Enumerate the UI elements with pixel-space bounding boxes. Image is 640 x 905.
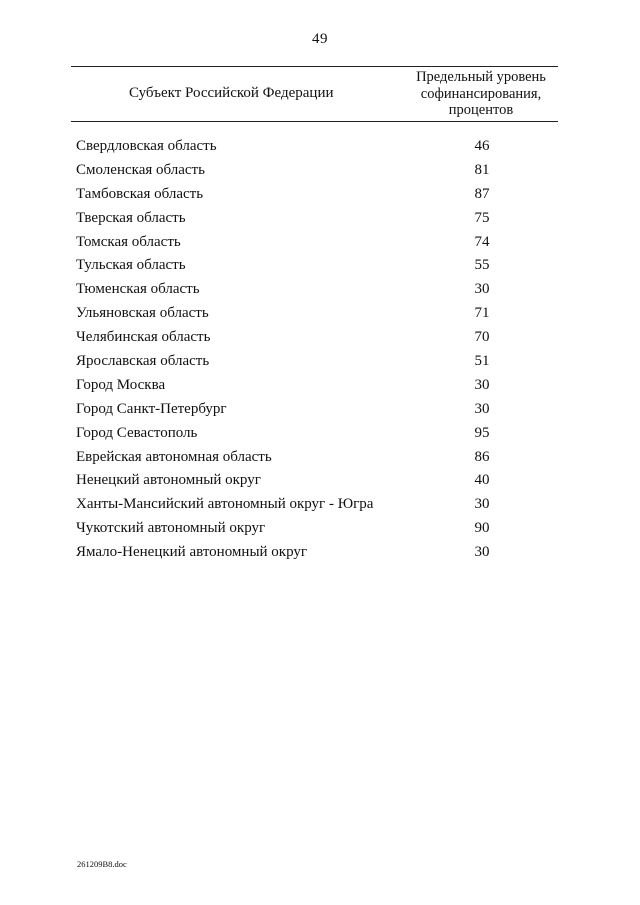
cofinancing-value: 74 [474,233,490,250]
cofinancing-value: 90 [474,520,490,537]
cofinancing-value: 30 [474,496,490,513]
cofinancing-value: 40 [474,472,490,489]
header-limit-line: софинансирования, [420,85,542,102]
cofinancing-value: 55 [474,257,490,274]
region-name: Челябинская область [76,329,211,346]
region-name: Смоленская область [76,161,205,178]
table-row [0,517,640,541]
cofinancing-value: 71 [474,305,490,322]
table-row [0,207,640,231]
region-name: Ярославская область [76,353,210,370]
cofinancing-value: 95 [474,424,490,441]
table-header [71,66,558,122]
table-row [0,446,640,470]
cofinancing-value: 87 [474,185,490,202]
region-name: Свердловская область [76,138,217,154]
header-subject: Субъект Российской Федерации [129,85,334,101]
cofinancing-value: 30 [474,281,490,298]
table-row [0,183,640,207]
table-row [0,302,640,326]
table-row [0,422,640,446]
cofinancing-value: 30 [474,376,490,393]
cofinancing-value: 75 [474,209,490,226]
table-row [0,278,640,302]
page-number: 49 [312,31,328,47]
region-name: Тверская область [76,209,186,226]
table-row [0,398,640,422]
document-id: 261209В8.doc [77,859,127,869]
region-name: Город Санкт-Петербург [76,400,227,417]
header-limit-line: процентов [448,102,514,118]
cofinancing-value: 81 [474,161,490,178]
region-name: Город Севастополь [76,424,198,441]
region-name: Ненецкий автономный округ [76,472,261,489]
cofinancing-value: 70 [474,329,490,346]
table-row [0,350,640,374]
region-name: Томская область [76,233,181,250]
region-name: Тюменская область [76,281,200,298]
region-name: Ямало-Ненецкий автономный округ [76,544,308,561]
table-row [0,469,640,493]
table-row [0,374,640,398]
header-limit [404,69,558,119]
region-name: Город Москва [76,376,166,393]
cofinancing-value: 30 [474,544,490,561]
cofinancing-value: 30 [474,400,490,417]
table-body [0,135,640,565]
region-name: Ульяновская область [76,305,209,322]
region-name: Тульская область [76,257,186,274]
cofinancing-value: 51 [474,353,490,370]
region-name: Тамбовская область [76,185,204,202]
table-row [0,493,640,517]
region-name: Еврейская автономная область [76,448,272,465]
table-row [0,135,640,159]
table-row [0,254,640,278]
table-row [0,231,640,255]
table-row [0,541,640,565]
header-limit-line: Предельный уровень [416,69,546,85]
cofinancing-value: 46 [474,138,490,154]
region-name: Чукотский автономный округ [76,520,266,537]
table-row [0,326,640,350]
table-row [0,159,640,183]
cofinancing-value: 86 [474,448,490,465]
region-name: Ханты-Мансийский автономный округ - Югра [76,496,374,513]
